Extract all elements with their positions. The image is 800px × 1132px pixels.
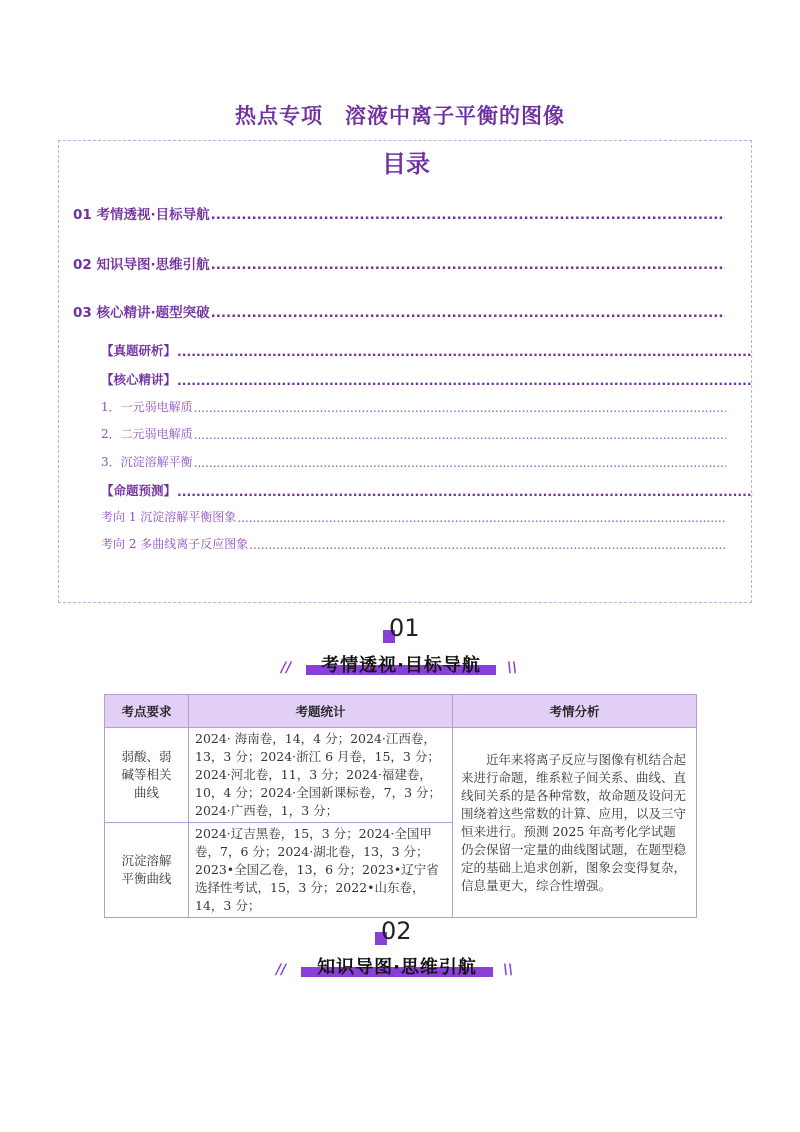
toc-leader	[194, 428, 726, 442]
toc-leader	[211, 305, 725, 321]
slash-decoration: \\	[503, 962, 514, 978]
table-header: 考题统计	[189, 695, 453, 728]
exam-stats-table	[104, 694, 697, 918]
toc-item-label: 1．一元弱电解质	[101, 400, 193, 414]
toc-item[interactable]	[73, 203, 725, 223]
requirement-cell: 弱酸、弱碱等相关曲线	[105, 728, 189, 823]
toc-item-label: 考向 2 多曲线离子反应图象	[101, 537, 249, 551]
section-title: 知识导图·思维引航	[317, 957, 477, 978]
toc-leader	[177, 484, 753, 499]
toc-item[interactable]	[73, 301, 725, 321]
slash-decoration: \\	[507, 660, 518, 676]
toc-item[interactable]	[101, 341, 753, 359]
toc-item[interactable]	[73, 253, 725, 273]
page-title: 热点专项 溶液中离子平衡的图像	[235, 104, 565, 128]
toc-leader	[211, 207, 725, 223]
toc-leader	[237, 511, 726, 525]
table-of-contents	[58, 140, 752, 603]
table-row	[105, 728, 697, 823]
table-header: 考情分析	[453, 695, 697, 728]
toc-leader	[211, 257, 725, 273]
slash-decoration: //	[276, 962, 287, 978]
toc-item[interactable]	[101, 508, 726, 525]
toc-item-label: 2．二元弱电解质	[101, 427, 193, 441]
analysis-cell: 近年来将离子反应与图像有机结合起来进行命题，维系粒子间关系、曲线、直线间关系的是各种常数，故命题及设问无围绕着这些常数的计算、应用，以及三守恒来进行。预测 2025 年高考化学试题仍会保留一定量的曲线图试题，在题型稳定的基础上追求创新，图象会变得复杂，信息量更大，综合性增强。	[453, 728, 697, 918]
toc-leader	[249, 538, 726, 552]
stats-cell: 2024· 海南卷，14，4 分；2024·江西卷，13，3 分；2024·浙江 6 月卷，15，3 分；2024·河北卷，11，3 分；2024·福建卷，10，4 分；2024·全国新课标卷，7，3 分；2024·广西卷，1，3 分；	[189, 728, 453, 823]
toc-item-label: 3．沉淀溶解平衡	[101, 455, 193, 469]
section-number: 01	[389, 614, 420, 642]
section-title: 考情透视·目标导航	[321, 655, 481, 676]
section-number: 02	[381, 917, 412, 945]
toc-item[interactable]	[101, 481, 753, 499]
toc-item-label: 【真题研析】	[101, 343, 177, 358]
section-title-block	[296, 651, 506, 677]
toc-item[interactable]	[101, 398, 726, 415]
toc-item-label: 考向 1 沉淀溶解平衡图象	[101, 510, 237, 524]
toc-item-label: 【命题预测】	[101, 483, 177, 498]
toc-item[interactable]	[101, 370, 753, 388]
toc-item-label: 01 考情透视·目标导航	[73, 207, 210, 223]
toc-item[interactable]	[101, 453, 726, 470]
toc-item-label: 【核心精讲】	[101, 372, 177, 387]
toc-leader	[177, 373, 753, 388]
toc-leader	[194, 401, 726, 415]
toc-item[interactable]	[101, 425, 726, 442]
toc-item[interactable]	[101, 535, 726, 552]
requirement-cell: 沉淀溶解平衡曲线	[105, 823, 189, 918]
toc-item-label: 03 核心精讲·题型突破	[73, 305, 210, 321]
table-header: 考点要求	[105, 695, 189, 728]
toc-leader	[194, 456, 726, 470]
toc-heading: 目录	[382, 150, 430, 178]
slash-decoration: //	[281, 660, 292, 676]
section-title-block	[291, 953, 503, 979]
stats-cell: 2024·辽吉黑卷，15，3 分；2024·全国甲卷，7，6 分；2024·湖北卷，13，3 分；2023•全国乙卷，13，6 分；2023•辽宁省选择性考试，15，3 分；2022•山东卷，14，3 分；	[189, 823, 453, 918]
toc-leader	[177, 344, 753, 359]
toc-item-label: 02 知识导图·思维引航	[73, 257, 210, 273]
